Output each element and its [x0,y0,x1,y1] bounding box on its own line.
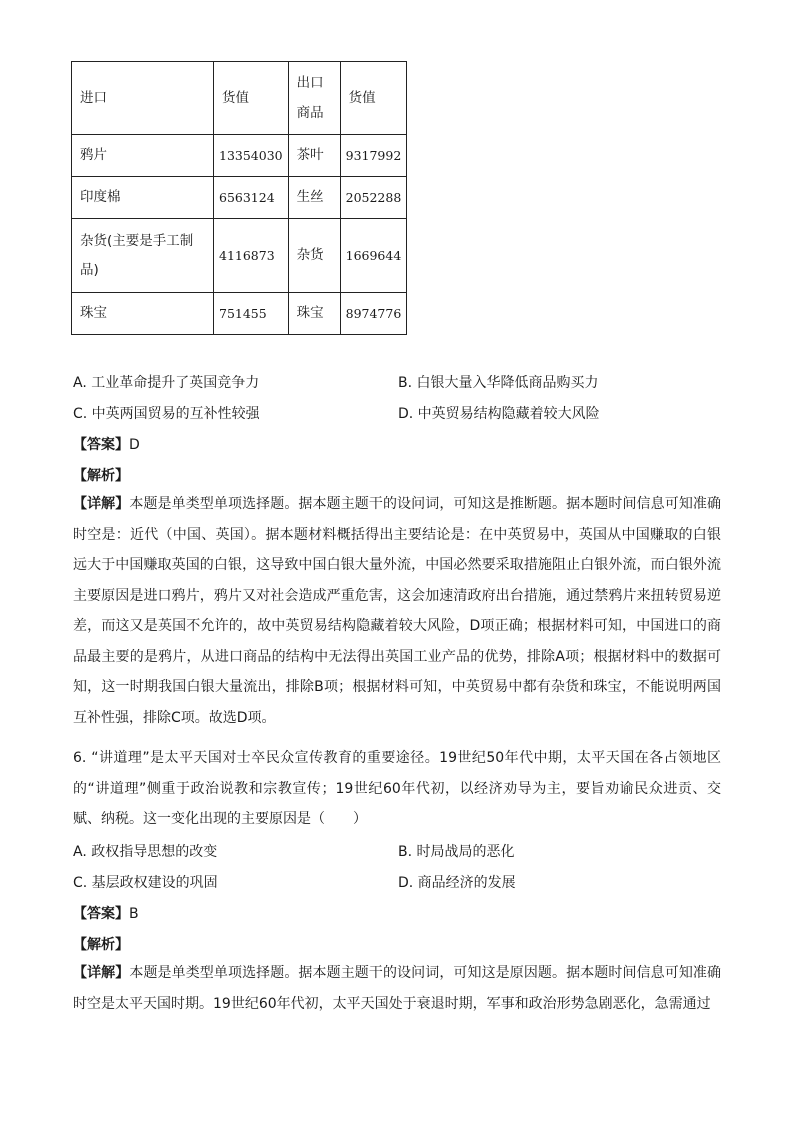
table-header-cell: 出口商品 [288,62,340,135]
q5-answer [73,434,140,454]
q6-option-c: C. 基层政权建设的巩固 [73,875,218,891]
answer-value: D [129,437,140,453]
answer-label: 【答案】 [73,906,129,922]
table-row [72,293,407,335]
table-cell: 杂货(主要是手工制品) [72,219,214,293]
q6-answer [73,903,139,923]
table-cell: 印度棉 [72,177,214,219]
q5-option-a: A. 工业革命提升了英国竞争力 [73,375,260,391]
q5-detail [73,489,721,733]
q6-option-a: A. 政权指导思想的改变 [73,844,218,860]
detail-text: 本题是单类型单项选择题。据本题主题干的设问词，可知这是推断题。据本题时间信息可知准确时空是：近代（中国、英国）。据本题材料概括得出主要结论是：在中英贸易中，英国从中国赚取的白银远大于中国赚取英国的白银，这导致中国白银大量外流，中国必然要采取措施阻止白银外流，而白银外流主要原因是进口鸦片，鸦片又对社会造成严重危害，这会加速清政府出台措施，通过禁鸦片来扭转贸易逆差，而这又是英国不允许的，故中英贸易结构隐藏着较大风险，D项正确；根据材料可知，中国进口的商品最主要的是鸦片，从进口商品的结构中无法得出英国工业产品的优势，排除A项；根据材料中的数据可知，这一时期我国白银大量流出，排除B项；根据材料可知，中英贸易中都有杂货和珠宝，不能说明两国互补性强，排除C项。故选D项。 [73,496,722,726]
q5-option-d: D. 中英贸易结构隐藏着较大风险 [398,406,600,422]
table-cell: 1669644 [340,219,407,293]
analysis-label: 【解析】 [73,937,129,953]
table-cell: 2052288 [340,177,407,219]
table-cell: 珠宝 [288,293,340,335]
table-row [72,177,407,219]
table-row [72,219,407,293]
table-cell: 鸦片 [72,135,214,177]
q6-detail [73,958,721,1019]
table-cell: 6563124 [214,177,289,219]
trade-table [71,61,407,335]
q6-stem: 6. “讲道理”是太平天国对士卒民众宣传教育的重要途径。19世纪50年代中期，太平天国在各占领地区的“讲道理”侧重于政治说教和宗教宣传；19世纪60年代初，以经济劝导为主，要旨劝谕民众进贡、交赋、纳税。这一变化出现的主要原因是（ ） [73,750,721,827]
detail-text: 本题是单类型单项选择题。据本题主题干的设问词，可知这是原因题。据本题时间信息可知准确时空是太平天国时期。19世纪60年代初，太平天国处于衰退时期，军事和政治形势急剧恶化，急需通过 [73,965,722,1012]
table-cell: 9317992 [340,135,407,177]
detail-label: 【详解】 [73,496,130,512]
q6-option-b: B. 时局战局的恶化 [398,844,515,860]
answer-label: 【答案】 [73,437,129,453]
analysis-label: 【解析】 [73,468,129,484]
q5-option-b: B. 白银大量入华降低商品购买力 [398,375,599,391]
table-cell: 生丝 [288,177,340,219]
q5-analysis-label [73,465,129,485]
table-header-row [72,62,407,135]
detail-label: 【详解】 [73,965,130,981]
table-cell: 茶叶 [288,135,340,177]
table-header-cell: 进口 [72,62,214,135]
table-cell: 13354030 [214,135,289,177]
table-row [72,135,407,177]
table-cell: 珠宝 [72,293,214,335]
answer-value: B [129,906,139,922]
q6-option-d: D. 商品经济的发展 [398,875,516,891]
table-header-cell: 货值 [214,62,289,135]
q5-option-c: C. 中英两国贸易的互补性较强 [73,406,260,422]
table-cell: 4116873 [214,219,289,293]
table-cell: 8974776 [340,293,407,335]
table-header-cell: 货值 [340,62,407,135]
table-cell: 杂货 [288,219,340,293]
q6-analysis-label [73,934,129,954]
table-cell: 751455 [214,293,289,335]
